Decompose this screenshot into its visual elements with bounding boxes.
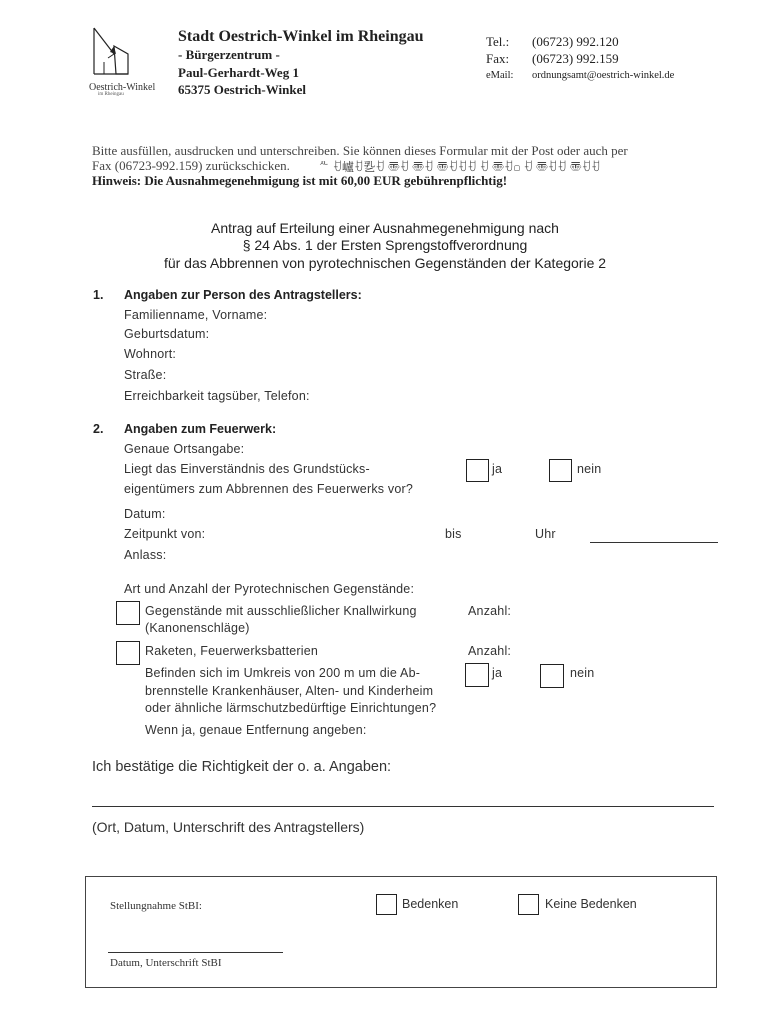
- item-rockets-label: Raketen, Feuerwerksbatterien: [145, 644, 319, 658]
- nearby-no-checkbox[interactable]: [540, 664, 564, 688]
- applicant-signature-line[interactable]: [92, 806, 714, 807]
- intro-garbled-text: ᄮ ꀀ㠠ꀀ㐠ꀀ 〠ꀀ 〠ꀀ 〠ꀀꀀꀀ ꀀ 〠ꀀ꤀ ꀀ 〠ꀀꀀ 〠ꀀꀀ: [318, 160, 601, 174]
- confirmation-text: Ich bestätige die Richtigkeit der o. a. Angaben:: [92, 759, 392, 775]
- official-signature-line[interactable]: [108, 952, 283, 953]
- tel-label: Tel.:: [486, 34, 510, 49]
- consent-no-label: nein: [577, 462, 602, 476]
- official-use-box: [85, 876, 717, 988]
- concerns-label: Bedenken: [402, 897, 459, 911]
- logo-subcaption: im Rheingau: [98, 92, 124, 97]
- fee-notice: Hinweis: Die Ausnahmegenehmigung ist mit 60,00 EUR gebührenpflichtig!: [92, 173, 508, 188]
- field-location[interactable]: Genaue Ortsangabe:: [124, 442, 245, 456]
- section-2-number: 2.: [93, 422, 104, 436]
- field-date[interactable]: Datum:: [124, 507, 166, 521]
- zip-city: 65375 Oestrich-Winkel: [178, 82, 306, 97]
- consent-yes-checkbox[interactable]: [466, 459, 489, 482]
- time-until-line[interactable]: [590, 542, 718, 543]
- tel-value: (06723) 992.120: [532, 34, 619, 49]
- intro-line-1: Bitte ausfüllen, ausdrucken und unterschreiben. Sie können dieses Formular mit der Post oder auch per: [92, 143, 628, 158]
- official-signature-label: Datum, Unterschrift StBI: [110, 957, 222, 969]
- intro-line-2: Fax (06723-992.159) zurückschicken.: [92, 158, 290, 173]
- signature-caption: (Ort, Datum, Unterschrift des Antragstellers): [92, 819, 365, 835]
- concerns-checkbox[interactable]: [376, 894, 397, 915]
- time-until-label: bis: [445, 527, 462, 541]
- nearby-yes-checkbox[interactable]: [465, 663, 489, 687]
- city-name: Stadt Oestrich-Winkel im Rheingau: [178, 28, 424, 45]
- consent-yes-label: ja: [492, 462, 503, 476]
- fax-value: (06723) 992.159: [532, 51, 619, 66]
- field-time-from[interactable]: Zeitpunkt von:: [124, 527, 206, 541]
- field-street[interactable]: Straße:: [124, 368, 167, 382]
- section-1-heading: Angaben zur Person des Antragstellers:: [124, 288, 362, 302]
- field-daytime-phone[interactable]: Erreichbarkeit tagsüber, Telefon:: [124, 389, 310, 403]
- consent-question-line-2: eigentümers zum Abbrennen des Feuerwerks vor?: [124, 482, 414, 496]
- field-residence[interactable]: Wohnort:: [124, 347, 177, 361]
- form-title-line-3: für das Abbrennen von pyrotechnischen Gegenständen der Kategorie 2: [163, 255, 607, 271]
- item-bangers-checkbox[interactable]: [116, 601, 140, 625]
- no-concerns-checkbox[interactable]: [518, 894, 539, 915]
- opinion-label: Stellungnahme StBI:: [110, 900, 202, 912]
- section-2-heading: Angaben zum Feuerwerk:: [124, 422, 277, 436]
- nearby-question-line-1: Befinden sich im Umkreis von 200 m um die Ab-: [145, 666, 421, 680]
- nearby-question-line-3: oder ähnliche lärmschutzbedürftige Einrichtungen?: [145, 701, 437, 715]
- form-title-line-1: Antrag auf Erteilung einer Ausnahmegenehmigung nach: [211, 220, 559, 236]
- dept-name: - Bürgerzentrum -: [178, 47, 280, 62]
- item-rockets-checkbox[interactable]: [116, 641, 140, 665]
- street-address: Paul-Gerhardt-Weg 1: [178, 65, 299, 80]
- fax-label: Fax:: [486, 51, 510, 66]
- no-concerns-label: Keine Bedenken: [545, 897, 637, 911]
- time-clock-label: Uhr: [535, 527, 556, 541]
- field-birthdate[interactable]: Geburtsdatum:: [124, 327, 210, 341]
- section-1-number: 1.: [93, 288, 104, 302]
- form-title-line-2: § 24 Abs. 1 der Ersten Sprengstoffverordnung: [242, 237, 528, 253]
- field-name[interactable]: Familienname, Vorname:: [124, 308, 268, 322]
- nearby-question-line-2: brennstelle Krankenhäuser, Alten- und Kinderheim: [145, 684, 434, 698]
- item-rockets-count-label[interactable]: Anzahl:: [468, 644, 512, 658]
- pyro-type-heading: Art und Anzahl der Pyrotechnischen Gegenstände:: [124, 582, 415, 596]
- item-bangers-label-1: Gegenstände mit ausschließlicher Knallwirkung: [145, 604, 417, 618]
- nearby-no-label: nein: [570, 666, 595, 680]
- email-value: ordnungsamt@oestrich-winkel.de: [532, 70, 675, 81]
- consent-question-line-1: Liegt das Einverständnis des Grundstücks-: [124, 462, 370, 476]
- item-bangers-count-label[interactable]: Anzahl:: [468, 604, 512, 618]
- consent-no-checkbox[interactable]: [549, 459, 572, 482]
- email-label: eMail:: [486, 70, 514, 81]
- logo-caption: Oestrich-Winkel: [89, 82, 156, 93]
- field-distance[interactable]: Wenn ja, genaue Entfernung angeben:: [145, 723, 367, 737]
- field-occasion[interactable]: Anlass:: [124, 548, 167, 562]
- item-bangers-label-2: (Kanonenschläge): [145, 621, 250, 635]
- nearby-yes-label: ja: [492, 666, 503, 680]
